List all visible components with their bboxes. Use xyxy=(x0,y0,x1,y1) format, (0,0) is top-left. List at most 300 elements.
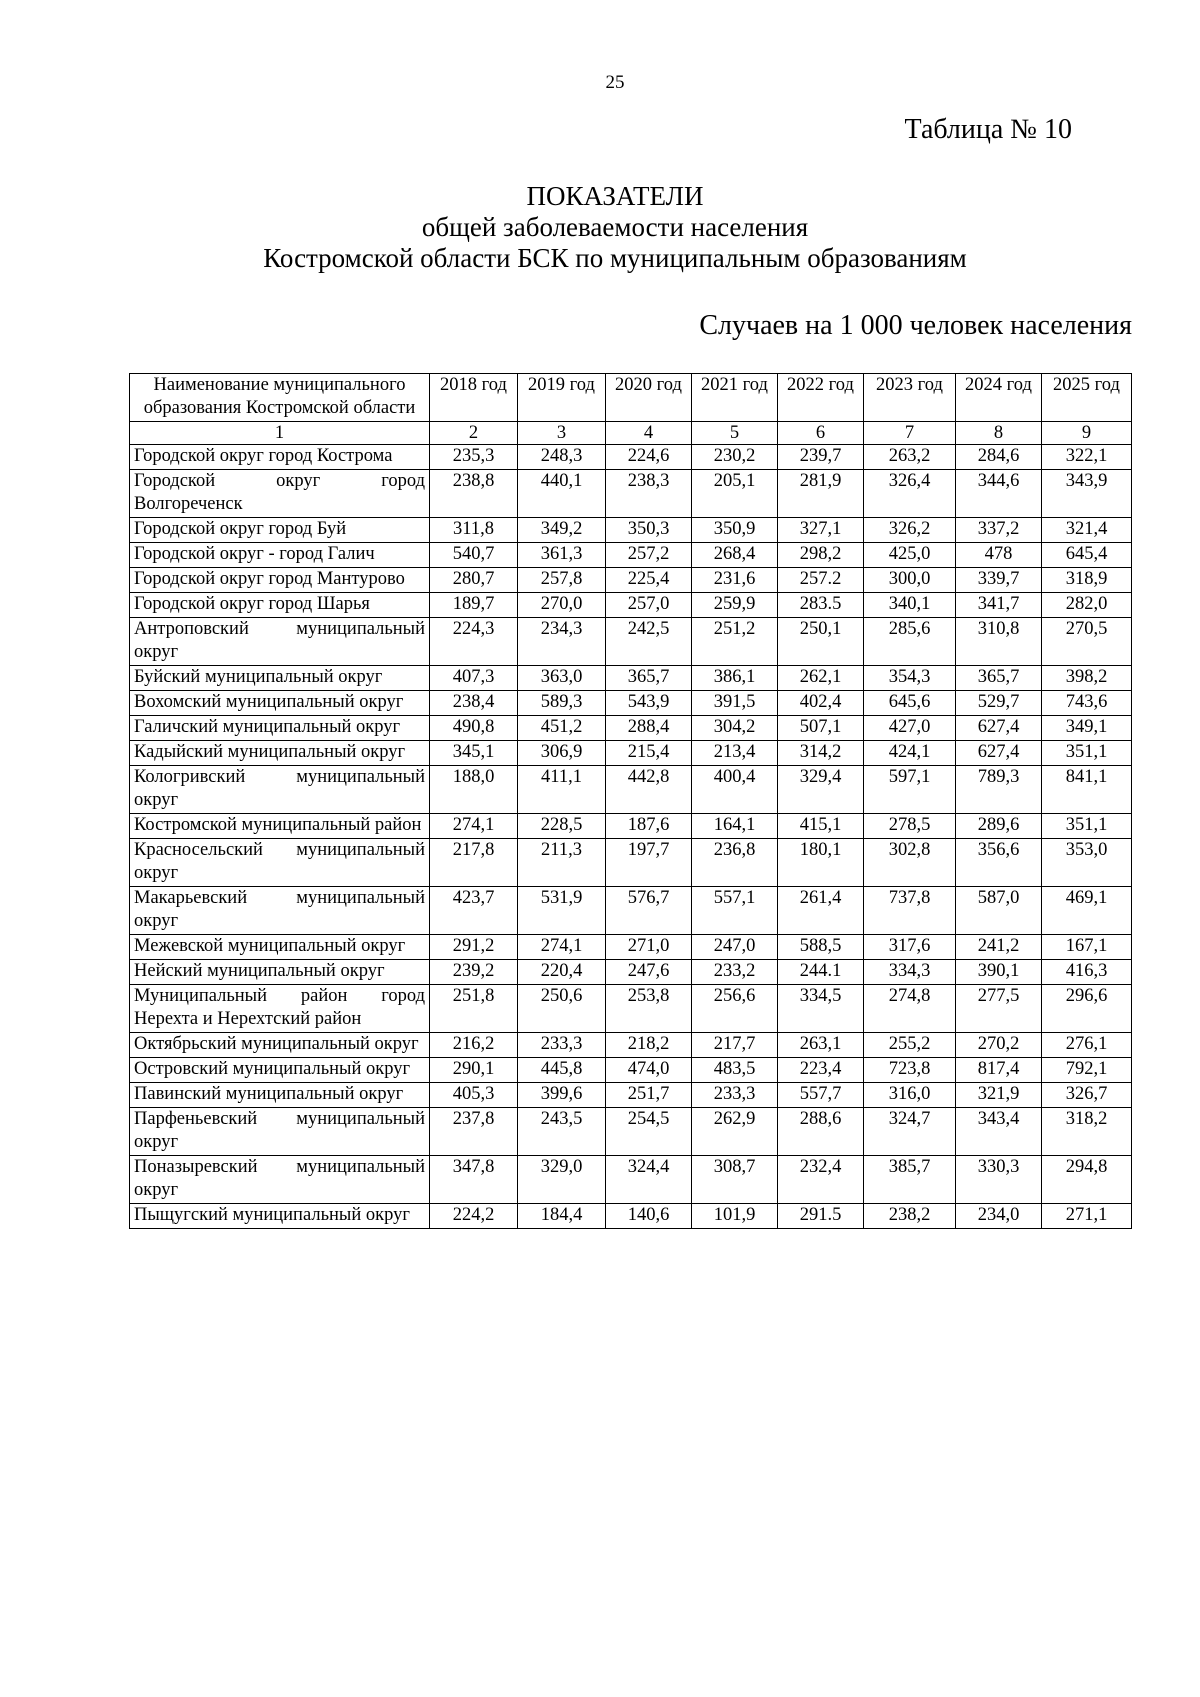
rate-cell xyxy=(606,766,692,814)
rate-cell xyxy=(778,1033,864,1058)
rate-cell xyxy=(430,543,518,568)
column-number: 5 xyxy=(692,422,778,445)
rate-value: 557,7 xyxy=(799,1084,842,1104)
rate-cell xyxy=(956,445,1042,470)
rate-value: 737,8 xyxy=(888,888,931,908)
rate-value: 306,9 xyxy=(540,742,583,762)
rate-cell xyxy=(778,618,864,666)
municipality-name-cell: Красносельский муниципальный округ xyxy=(130,839,430,887)
rate-cell xyxy=(956,741,1042,766)
rate-cell xyxy=(956,985,1042,1033)
year-header-2019: 2019 год xyxy=(518,374,606,422)
rate-value: 391,5 xyxy=(713,692,756,712)
rate-cell xyxy=(430,666,518,691)
rate-value: 361,3 xyxy=(540,544,583,564)
table-row xyxy=(130,691,1132,716)
rate-cell xyxy=(956,618,1042,666)
municipality-name-cell: Островский муниципальный округ xyxy=(130,1058,430,1083)
rate-cell xyxy=(518,1108,606,1156)
rate-cell xyxy=(518,618,606,666)
rate-value: 236,8 xyxy=(713,840,756,860)
rate-value: 326,7 xyxy=(1065,1084,1108,1104)
rate-cell xyxy=(778,470,864,518)
table-row xyxy=(130,741,1132,766)
rate-cell xyxy=(1042,691,1132,716)
rate-cell xyxy=(430,593,518,618)
municipality-name-cell: Галичский муниципальный округ xyxy=(130,716,430,741)
rate-cell xyxy=(778,766,864,814)
rate-value: 789,3 xyxy=(977,767,1020,787)
table-row xyxy=(130,1058,1132,1083)
rate-value: 334,5 xyxy=(799,986,842,1006)
municipality-name-cell: Пыщугский муниципальный округ xyxy=(130,1204,430,1229)
rate-cell xyxy=(692,470,778,518)
rate-cell xyxy=(692,1058,778,1083)
table-body xyxy=(130,445,1132,1229)
rate-cell xyxy=(778,543,864,568)
rate-value: 347,8 xyxy=(452,1157,495,1177)
rate-cell xyxy=(692,1083,778,1108)
rate-value: 349,2 xyxy=(540,519,583,539)
morbidity-table xyxy=(129,373,1132,1229)
table-row xyxy=(130,766,1132,814)
rate-cell xyxy=(1042,593,1132,618)
rate-cell xyxy=(518,691,606,716)
rate-cell xyxy=(1042,839,1132,887)
municipality-name-cell: Нейский муниципальный округ xyxy=(130,960,430,985)
rate-value: 188,0 xyxy=(452,767,495,787)
rate-value: 330,3 xyxy=(977,1157,1020,1177)
rate-value: 627,4 xyxy=(977,717,1020,737)
rate-cell xyxy=(518,593,606,618)
rate-value: 451,2 xyxy=(540,717,583,737)
rate-cell xyxy=(692,1033,778,1058)
municipality-name-cell: Городской округ город Буй xyxy=(130,518,430,543)
rate-cell xyxy=(864,470,956,518)
rate-cell xyxy=(956,960,1042,985)
rate-value: 167,1 xyxy=(1065,936,1108,956)
rate-value: 308,7 xyxy=(713,1157,756,1177)
rate-value: 257,0 xyxy=(627,594,670,614)
rate-value: 259,9 xyxy=(713,594,756,614)
municipality-name-cell: Парфеньевский муниципальный округ xyxy=(130,1108,430,1156)
rate-cell xyxy=(430,618,518,666)
rate-value: 327,1 xyxy=(799,519,842,539)
rate-cell xyxy=(956,593,1042,618)
table-row xyxy=(130,1204,1132,1229)
rate-value: 576,7 xyxy=(627,888,670,908)
rate-cell xyxy=(778,960,864,985)
rate-value: 627,4 xyxy=(977,742,1020,762)
rate-cell xyxy=(430,716,518,741)
rate-value: 723,8 xyxy=(888,1059,931,1079)
rate-value: 224,2 xyxy=(452,1205,495,1225)
rate-value: 597,1 xyxy=(888,767,931,787)
rate-cell xyxy=(606,445,692,470)
rate-cell xyxy=(864,1204,956,1229)
rate-cell xyxy=(606,568,692,593)
rate-cell xyxy=(430,935,518,960)
rate-value: 817,4 xyxy=(977,1059,1020,1079)
rate-cell xyxy=(692,741,778,766)
rate-cell xyxy=(864,887,956,935)
municipality-name-cell: Городской округ город Волгореченск xyxy=(130,470,430,518)
rate-value: 343,4 xyxy=(977,1109,1020,1129)
municipality-name-cell: Антроповский муниципальный округ xyxy=(130,618,430,666)
rate-cell xyxy=(1042,618,1132,666)
rate-cell xyxy=(692,568,778,593)
rate-value: 257,8 xyxy=(540,569,583,589)
rate-cell xyxy=(1042,935,1132,960)
rate-cell xyxy=(864,568,956,593)
rate-cell xyxy=(778,1083,864,1108)
rate-cell xyxy=(778,1058,864,1083)
rate-cell xyxy=(606,1156,692,1204)
rate-value: 238,3 xyxy=(627,471,670,491)
rate-value: 507,1 xyxy=(799,717,842,737)
rate-cell xyxy=(778,741,864,766)
rate-value: 322,1 xyxy=(1065,446,1108,466)
rate-cell xyxy=(1042,1058,1132,1083)
rate-value: 386,1 xyxy=(713,667,756,687)
rate-value: 247,6 xyxy=(627,961,670,981)
table-row xyxy=(130,445,1132,470)
rate-cell xyxy=(692,445,778,470)
rate-cell xyxy=(518,935,606,960)
rate-value: 280,7 xyxy=(452,569,495,589)
rate-value: 343,9 xyxy=(1065,471,1108,491)
rate-cell xyxy=(1042,543,1132,568)
rate-value: 329,4 xyxy=(799,767,842,787)
title-line-3: Костромской области БСК по муниципальным образованиям xyxy=(263,243,967,273)
rate-value: 238,8 xyxy=(452,471,495,491)
rate-cell xyxy=(430,1058,518,1083)
rate-cell xyxy=(518,470,606,518)
rate-cell xyxy=(518,666,606,691)
rate-cell xyxy=(606,839,692,887)
rate-value: 365,7 xyxy=(627,667,670,687)
rate-cell xyxy=(692,1108,778,1156)
rate-cell xyxy=(956,1156,1042,1204)
rate-value: 228,5 xyxy=(540,815,583,835)
municipality-name-cell: Буйский муниципальный округ xyxy=(130,666,430,691)
rate-value: 288,6 xyxy=(799,1109,842,1129)
rate-cell xyxy=(692,960,778,985)
rate-value: 531,9 xyxy=(540,888,583,908)
rate-value: 283.5 xyxy=(799,594,842,614)
rate-cell xyxy=(956,1108,1042,1156)
municipality-name-cell: Городской округ город Кострома xyxy=(130,445,430,470)
rate-value: 351,1 xyxy=(1065,815,1108,835)
rate-value: 218,2 xyxy=(627,1034,670,1054)
rate-value: 274,1 xyxy=(452,815,495,835)
rate-cell xyxy=(606,935,692,960)
rate-value: 274,1 xyxy=(540,936,583,956)
rate-value: 233,3 xyxy=(540,1034,583,1054)
rate-value: 235,3 xyxy=(452,446,495,466)
column-number: 7 xyxy=(864,422,956,445)
rate-value: 296,6 xyxy=(1065,986,1108,1006)
rate-value: 271,0 xyxy=(627,936,670,956)
rate-cell xyxy=(518,1156,606,1204)
rate-cell xyxy=(864,814,956,839)
rate-cell xyxy=(606,1033,692,1058)
municipality-name-cell: Кологривский муниципальный округ xyxy=(130,766,430,814)
rate-value: 474,0 xyxy=(627,1059,670,1079)
rate-value: 399,6 xyxy=(540,1084,583,1104)
rate-cell xyxy=(430,568,518,593)
rate-value: 792,1 xyxy=(1065,1059,1108,1079)
rate-value: 329,0 xyxy=(540,1157,583,1177)
municipality-name-cell: Кадыйский муниципальный округ xyxy=(130,741,430,766)
rate-cell xyxy=(1042,470,1132,518)
rate-cell xyxy=(606,666,692,691)
rate-value: 587,0 xyxy=(977,888,1020,908)
rate-value: 234,0 xyxy=(977,1205,1020,1225)
document-title xyxy=(0,181,1200,274)
rate-value: 216,2 xyxy=(452,1034,495,1054)
rate-value: 220,4 xyxy=(540,961,583,981)
rate-cell xyxy=(430,470,518,518)
rate-value: 385,7 xyxy=(888,1157,931,1177)
units-note: Случаев на 1 000 человек населения xyxy=(699,310,1132,341)
rate-cell xyxy=(606,716,692,741)
rate-cell xyxy=(956,1204,1042,1229)
rate-value: 350,9 xyxy=(713,519,756,539)
rate-value: 540,7 xyxy=(452,544,495,564)
rate-value: 289,6 xyxy=(977,815,1020,835)
rate-cell xyxy=(692,1156,778,1204)
rate-value: 440,1 xyxy=(540,471,583,491)
rate-value: 302,8 xyxy=(888,840,931,860)
rate-value: 233,3 xyxy=(713,1084,756,1104)
rate-value: 356,6 xyxy=(977,840,1020,860)
municipality-name-cell: Костромской муниципальный район xyxy=(130,814,430,839)
rate-value: 324,7 xyxy=(888,1109,931,1129)
rate-value: 478 xyxy=(984,544,1013,564)
rate-value: 557,1 xyxy=(713,888,756,908)
column-number: 1 xyxy=(130,422,430,445)
rate-cell xyxy=(778,1108,864,1156)
rate-value: 354,3 xyxy=(888,667,931,687)
rate-value: 250,6 xyxy=(540,986,583,1006)
rate-cell xyxy=(606,887,692,935)
rate-cell xyxy=(1042,1083,1132,1108)
rate-value: 223,4 xyxy=(799,1059,842,1079)
rate-cell xyxy=(778,518,864,543)
rate-value: 213,4 xyxy=(713,742,756,762)
rate-cell xyxy=(692,716,778,741)
rate-cell xyxy=(956,766,1042,814)
rate-value: 841,1 xyxy=(1065,767,1108,787)
rate-value: 351,1 xyxy=(1065,742,1108,762)
rate-value: 253,8 xyxy=(627,986,670,1006)
rate-cell xyxy=(518,445,606,470)
rate-cell xyxy=(778,1156,864,1204)
rate-value: 442,8 xyxy=(627,767,670,787)
rate-cell xyxy=(692,1204,778,1229)
rate-value: 239,2 xyxy=(452,961,495,981)
rate-cell xyxy=(606,518,692,543)
rate-cell xyxy=(864,766,956,814)
rate-cell xyxy=(778,593,864,618)
rate-value: 469,1 xyxy=(1065,888,1108,908)
rate-value: 483,5 xyxy=(713,1059,756,1079)
table-row xyxy=(130,618,1132,666)
rate-cell xyxy=(956,666,1042,691)
rate-value: 490,8 xyxy=(452,717,495,737)
rate-value: 416,3 xyxy=(1065,961,1108,981)
rate-value: 184,4 xyxy=(540,1205,583,1225)
rate-cell xyxy=(1042,1156,1132,1204)
rate-value: 242,5 xyxy=(627,619,670,639)
rate-value: 645,6 xyxy=(888,692,931,712)
rate-value: 321,9 xyxy=(977,1084,1020,1104)
rate-value: 415,1 xyxy=(799,815,842,835)
rate-value: 262,9 xyxy=(713,1109,756,1129)
rate-value: 234,3 xyxy=(540,619,583,639)
rate-value: 278,5 xyxy=(888,815,931,835)
rate-value: 529,7 xyxy=(977,692,1020,712)
rate-value: 224,6 xyxy=(627,446,670,466)
rate-cell xyxy=(430,960,518,985)
rate-cell xyxy=(864,666,956,691)
rate-cell xyxy=(518,1204,606,1229)
rate-cell xyxy=(956,568,1042,593)
rate-cell xyxy=(518,543,606,568)
rate-cell xyxy=(518,741,606,766)
rate-value: 291,2 xyxy=(452,936,495,956)
rate-value: 405,3 xyxy=(452,1084,495,1104)
rate-cell xyxy=(692,618,778,666)
year-header-2023: 2023 год xyxy=(864,374,956,422)
table-row xyxy=(130,470,1132,518)
rate-value: 318,2 xyxy=(1065,1109,1108,1129)
rate-value: 344,6 xyxy=(977,471,1020,491)
rate-cell xyxy=(430,814,518,839)
rate-value: 316,0 xyxy=(888,1084,931,1104)
rate-value: 314,2 xyxy=(799,742,842,762)
rate-cell xyxy=(1042,741,1132,766)
rate-cell xyxy=(518,766,606,814)
rate-value: 270,0 xyxy=(540,594,583,614)
rate-value: 402,4 xyxy=(799,692,842,712)
rate-value: 233,2 xyxy=(713,961,756,981)
table-row xyxy=(130,1083,1132,1108)
rate-value: 277,5 xyxy=(977,986,1020,1006)
rate-value: 217,7 xyxy=(713,1034,756,1054)
rate-value: 140,6 xyxy=(627,1205,670,1225)
rate-cell xyxy=(692,814,778,839)
rate-cell xyxy=(1042,985,1132,1033)
table-label: Таблица № 10 xyxy=(904,114,1072,145)
column-number: 2 xyxy=(430,422,518,445)
municipality-name-cell: Межевской муниципальный округ xyxy=(130,935,430,960)
table-row xyxy=(130,960,1132,985)
table-row xyxy=(130,935,1132,960)
rate-value: 248,3 xyxy=(540,446,583,466)
rate-cell xyxy=(692,593,778,618)
table-row xyxy=(130,716,1132,741)
column-number: 3 xyxy=(518,422,606,445)
rate-value: 215,4 xyxy=(627,742,670,762)
rate-cell xyxy=(430,445,518,470)
rate-cell xyxy=(606,741,692,766)
rate-cell xyxy=(606,470,692,518)
rate-cell xyxy=(864,741,956,766)
rate-cell xyxy=(864,618,956,666)
year-header-2021: 2021 год xyxy=(692,374,778,422)
rate-value: 390,1 xyxy=(977,961,1020,981)
rate-cell xyxy=(692,839,778,887)
rate-cell xyxy=(692,887,778,935)
rate-value: 423,7 xyxy=(452,888,495,908)
rate-cell xyxy=(956,1058,1042,1083)
municipality-name-cell: Городской округ - город Галич xyxy=(130,543,430,568)
rate-cell xyxy=(778,814,864,839)
rate-value: 337,2 xyxy=(977,519,1020,539)
rate-value: 340,1 xyxy=(888,594,931,614)
municipality-name-cell: Вохомский муниципальный округ xyxy=(130,691,430,716)
rate-value: 424,1 xyxy=(888,742,931,762)
title-line-2: общей заболеваемости населения xyxy=(421,212,809,242)
rate-value: 251,2 xyxy=(713,619,756,639)
rate-cell xyxy=(518,887,606,935)
municipality-name-cell: Городской округ город Шарья xyxy=(130,593,430,618)
rate-value: 250,1 xyxy=(799,619,842,639)
rate-cell xyxy=(606,543,692,568)
rate-value: 304,2 xyxy=(713,717,756,737)
rate-value: 326,2 xyxy=(888,519,931,539)
rate-cell xyxy=(864,691,956,716)
rate-cell xyxy=(864,1058,956,1083)
rate-cell xyxy=(1042,1204,1132,1229)
rate-cell xyxy=(430,1156,518,1204)
rate-value: 743,6 xyxy=(1065,692,1108,712)
rate-cell xyxy=(1042,887,1132,935)
rate-value: 427,0 xyxy=(888,717,931,737)
rate-cell xyxy=(430,741,518,766)
rate-value: 244.1 xyxy=(799,961,842,981)
rate-value: 645,4 xyxy=(1065,544,1108,564)
rate-value: 350,3 xyxy=(627,519,670,539)
year-header-2018: 2018 год xyxy=(430,374,518,422)
rate-value: 291.5 xyxy=(799,1205,842,1225)
rate-cell xyxy=(1042,445,1132,470)
rate-value: 300,0 xyxy=(888,569,931,589)
rate-value: 205,1 xyxy=(713,471,756,491)
rate-value: 231,6 xyxy=(713,569,756,589)
year-header-2024: 2024 год xyxy=(956,374,1042,422)
table-row xyxy=(130,887,1132,935)
rate-value: 230,2 xyxy=(713,446,756,466)
rate-value: 263,1 xyxy=(799,1034,842,1054)
rate-value: 326,4 xyxy=(888,471,931,491)
rate-cell xyxy=(778,1204,864,1229)
rate-value: 321,4 xyxy=(1065,519,1108,539)
table-row xyxy=(130,666,1132,691)
rate-value: 341,7 xyxy=(977,594,1020,614)
rate-value: 317,6 xyxy=(888,936,931,956)
municipality-name-cell: Макарьевский муниципальный округ xyxy=(130,887,430,935)
rate-cell xyxy=(956,935,1042,960)
rate-cell xyxy=(692,935,778,960)
rate-value: 310,8 xyxy=(977,619,1020,639)
rate-value: 407,3 xyxy=(452,667,495,687)
rate-cell xyxy=(1042,1033,1132,1058)
rate-value: 339,7 xyxy=(977,569,1020,589)
rate-value: 363,0 xyxy=(540,667,583,687)
